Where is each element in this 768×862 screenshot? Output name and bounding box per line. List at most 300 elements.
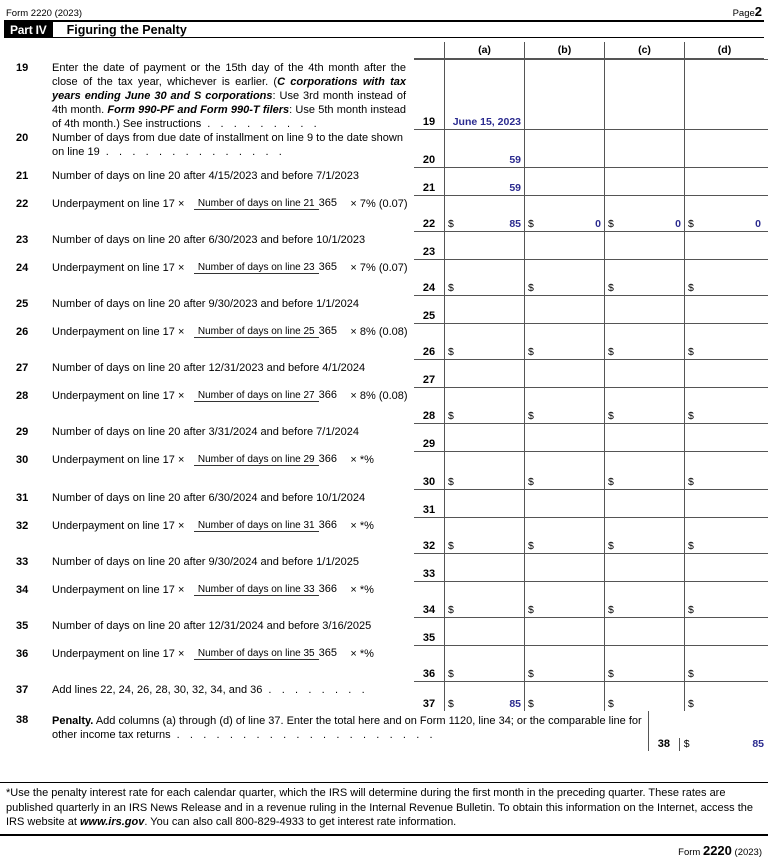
value-cell-29-a[interactable] xyxy=(444,424,524,451)
line-number-24: 24 xyxy=(16,262,29,274)
dollar-sign: $ xyxy=(448,604,454,616)
value-cell-27-a[interactable] xyxy=(444,360,524,387)
line-35-body xyxy=(52,619,406,633)
value-cell-20-d[interactable] xyxy=(684,130,764,167)
value-37-a: 85 xyxy=(509,698,521,710)
value-cell-21-b[interactable] xyxy=(524,168,604,195)
value-cell-22-c[interactable] xyxy=(604,196,684,231)
formula-rate-22: × 7% (0.07) xyxy=(350,197,408,210)
line-38-body xyxy=(52,714,644,742)
row-line-number-24: 24 xyxy=(422,282,436,294)
value-cell-33-a[interactable] xyxy=(444,554,524,581)
value-cell-26-c[interactable] xyxy=(604,324,684,359)
dollar-sign: $ xyxy=(608,282,614,294)
line-35-values xyxy=(414,617,768,645)
line-31-body xyxy=(52,491,406,505)
line-37-description xyxy=(0,681,414,711)
formula-lead-28: Underpayment on line 17 × xyxy=(52,389,185,402)
line-38-value-area xyxy=(648,711,768,751)
row-line-number-20: 20 xyxy=(422,154,436,166)
line-34-values xyxy=(414,581,768,617)
value-cell-37-c[interactable] xyxy=(604,682,684,711)
value-cell-30-d[interactable] xyxy=(684,452,764,489)
value-cell-26-d[interactable] xyxy=(684,324,764,359)
value-cell-20-a[interactable] xyxy=(444,130,524,167)
line-number-38: 38 xyxy=(16,714,29,726)
line-19-text-2: : Use 3rd month instead of 4th month. xyxy=(52,90,407,117)
value-cell-28-d[interactable] xyxy=(684,388,764,423)
value-cell-21-c[interactable] xyxy=(604,168,684,195)
line-32-description xyxy=(0,517,414,553)
formula-rate-30: × *% xyxy=(350,453,374,466)
fraction-numerator-32: Number of days on line 31 xyxy=(194,520,319,532)
value-cell-31-b[interactable] xyxy=(524,490,604,517)
value-cell-21-d[interactable] xyxy=(684,168,764,195)
value-cell-22-b[interactable] xyxy=(524,196,604,231)
dollar-sign: $ xyxy=(608,698,614,710)
value-cell-36-c[interactable] xyxy=(604,646,684,681)
value-cell-30-a[interactable] xyxy=(444,452,524,489)
form-line-31 xyxy=(0,489,768,517)
line-25-description xyxy=(0,295,414,323)
penalty-lines-grid xyxy=(0,59,768,751)
footnote xyxy=(0,782,768,836)
row-line-number-35: 35 xyxy=(422,632,436,644)
formula-fraction-22 xyxy=(190,197,340,210)
form-line-35 xyxy=(0,617,768,645)
line-19-text-1: Enter the date of payment or the 15th day of the 4th month after the close of the tax year, whichever is earlier. ( xyxy=(52,62,406,89)
value-38-total: 85 xyxy=(752,738,764,750)
fraction-denominator-22: 365 xyxy=(318,197,337,209)
line-21-text: Number of days on line 20 after 4/15/2023 and before 7/1/2023 xyxy=(52,170,359,182)
line-number-31: 31 xyxy=(16,492,29,504)
dollar-sign: $ xyxy=(528,668,534,680)
line-37-values xyxy=(414,681,768,711)
value-cell-22-d[interactable] xyxy=(684,196,764,231)
value-22-c: 0 xyxy=(675,218,681,230)
value-cell-19-a[interactable] xyxy=(444,60,524,129)
dollar-sign: $ xyxy=(528,282,534,294)
dollar-sign: $ xyxy=(528,698,534,710)
line-number-22: 22 xyxy=(16,198,29,210)
line-28-values xyxy=(414,387,768,423)
formula-fraction-30 xyxy=(190,453,340,466)
dollar-sign: $ xyxy=(448,346,454,358)
formula-fraction-36 xyxy=(190,647,340,660)
line-27-text: Number of days on line 20 after 12/31/2023 and before 4/1/2024 xyxy=(52,362,366,374)
value-cell-27-b[interactable] xyxy=(524,360,604,387)
dollar-sign: $ xyxy=(688,698,694,710)
line-37-text: Add lines 22, 24, 26, 28, 30, 32, 34, and 36 xyxy=(52,684,263,696)
line-19-body xyxy=(52,61,406,131)
line-29-description xyxy=(0,423,414,451)
form-line-27 xyxy=(0,359,768,387)
value-cell-29-b[interactable] xyxy=(524,424,604,451)
dollar-sign: $ xyxy=(688,604,694,616)
line-31-values xyxy=(414,489,768,517)
form-line-21 xyxy=(0,167,768,195)
line-number-19: 19 xyxy=(16,62,29,74)
formula-rate-32: × *% xyxy=(350,519,374,532)
line-number-33: 33 xyxy=(16,556,29,568)
line-38-description xyxy=(0,711,648,751)
value-cell-22-a[interactable] xyxy=(444,196,524,231)
value-cell-34-c[interactable] xyxy=(604,582,684,617)
form-line-26 xyxy=(0,323,768,359)
line-34-description xyxy=(0,581,414,617)
formula-rate-26: × 8% (0.08) xyxy=(350,325,408,338)
form-line-19 xyxy=(0,59,768,129)
dollar-sign: $ xyxy=(688,668,694,680)
line-28-formula xyxy=(52,389,406,402)
page-indicator xyxy=(733,4,762,19)
footer-form-year: (2023) xyxy=(734,847,762,858)
line-36-description xyxy=(0,645,414,681)
line-23-values xyxy=(414,231,768,259)
line-27-description xyxy=(0,359,414,387)
formula-rate-36: × *% xyxy=(350,647,374,660)
line-31-description xyxy=(0,489,414,517)
column-header-row xyxy=(414,42,764,59)
formula-rate-34: × *% xyxy=(350,583,374,596)
line-29-text: Number of days on line 20 after 3/31/2024 and before 7/1/2024 xyxy=(52,426,359,438)
formula-lead-30: Underpayment on line 17 × xyxy=(52,453,185,466)
dollar-sign: $ xyxy=(688,476,694,488)
row-line-number-31: 31 xyxy=(422,504,436,516)
line-24-description xyxy=(0,259,414,295)
value-21-a: 59 xyxy=(509,182,521,194)
part-tag: Part IV xyxy=(4,22,53,37)
form-line-24 xyxy=(0,259,768,295)
row-line-number-21: 21 xyxy=(422,182,436,194)
line-19-description xyxy=(0,59,414,129)
dollar-sign: $ xyxy=(608,410,614,422)
value-cell-31-c[interactable] xyxy=(604,490,684,517)
value-cell-19-c[interactable] xyxy=(604,60,684,129)
value-cell-20-c[interactable] xyxy=(604,130,684,167)
dollar-sign: $ xyxy=(448,218,454,230)
value-cell-35-a[interactable] xyxy=(444,618,524,645)
value-cell-35-c[interactable] xyxy=(604,618,684,645)
dollar-sign: $ xyxy=(608,346,614,358)
line-32-formula xyxy=(52,519,406,532)
form-line-23 xyxy=(0,231,768,259)
formula-lead-26: Underpayment on line 17 × xyxy=(52,325,185,338)
line-number-25: 25 xyxy=(16,298,29,310)
value-19-a: June 15, 2023 xyxy=(452,116,521,128)
value-cell-34-a[interactable] xyxy=(444,582,524,617)
dollar-sign: $ xyxy=(448,282,454,294)
line-31-text: Number of days on line 20 after 6/30/2024 and before 10/1/2024 xyxy=(52,492,366,504)
footer-form-word: Form xyxy=(678,847,701,858)
dollar-sign: $ xyxy=(688,282,694,294)
fraction-denominator-26: 365 xyxy=(318,325,337,337)
row-line-number-27: 27 xyxy=(422,374,436,386)
formula-lead-34: Underpayment on line 17 × xyxy=(52,583,185,596)
line-29-body xyxy=(52,425,406,439)
line-number-36: 36 xyxy=(16,648,29,660)
fraction-denominator-36: 365 xyxy=(318,647,337,659)
value-cell-34-d[interactable] xyxy=(684,582,764,617)
value-cell-24-a[interactable] xyxy=(444,260,524,295)
line-19-values xyxy=(414,59,768,129)
value-cell-33-b[interactable] xyxy=(524,554,604,581)
page-header xyxy=(0,0,768,20)
value-cell-28-a[interactable] xyxy=(444,388,524,423)
fraction-numerator-26: Number of days on line 25 xyxy=(194,326,319,338)
row-line-number-28: 28 xyxy=(422,410,436,422)
line-20-values xyxy=(414,129,768,167)
line-21-values xyxy=(414,167,768,195)
dollar-sign: $ xyxy=(528,476,534,488)
value-cell-26-a[interactable] xyxy=(444,324,524,359)
line-number-21: 21 xyxy=(16,170,29,182)
value-cell-37-d[interactable] xyxy=(684,682,764,711)
line-number-28: 28 xyxy=(16,390,29,402)
irs-website-link[interactable]: www.irs.gov xyxy=(79,816,145,829)
dollar-sign: $ xyxy=(448,476,454,488)
footnote-text-part2: . You can also call 800-829-4933 to get interest rate information. xyxy=(144,816,457,829)
line-33-body xyxy=(52,555,406,569)
row-line-number-37: 37 xyxy=(422,698,436,710)
value-cell-34-b[interactable] xyxy=(524,582,604,617)
line-29-values xyxy=(414,423,768,451)
line-33-text: Number of days on line 20 after 9/30/2024 and before 1/1/2025 xyxy=(52,556,359,568)
line-25-text: Number of days on line 20 after 9/30/2023 and before 1/1/2024 xyxy=(52,298,359,310)
value-cell-33-d[interactable] xyxy=(684,554,764,581)
value-cell-36-b[interactable] xyxy=(524,646,604,681)
line-21-body xyxy=(52,169,406,183)
row-line-number-38: 38 xyxy=(657,738,670,750)
formula-rate-28: × 8% (0.08) xyxy=(350,389,408,402)
line-22-values xyxy=(414,195,768,231)
dollar-sign: $ xyxy=(608,668,614,680)
formula-lead-32: Underpayment on line 17 × xyxy=(52,519,185,532)
dollar-sign: $ xyxy=(448,540,454,552)
line-22-formula xyxy=(52,197,406,210)
line-number-20: 20 xyxy=(16,132,29,144)
value-cell-38-total[interactable] xyxy=(679,738,768,751)
value-cell-19-b[interactable] xyxy=(524,60,604,129)
fraction-denominator-34: 366 xyxy=(318,583,337,595)
dollar-sign: $ xyxy=(448,668,454,680)
form-line-29 xyxy=(0,423,768,451)
footer-form-number: 2220 xyxy=(702,843,732,858)
value-cell-35-d[interactable] xyxy=(684,618,764,645)
line-24-values xyxy=(414,259,768,295)
value-cell-20-b[interactable] xyxy=(524,130,604,167)
value-cell-23-d[interactable] xyxy=(684,232,764,259)
row-line-number-22: 22 xyxy=(422,218,436,230)
line-number-34: 34 xyxy=(16,584,29,596)
form-line-36 xyxy=(0,645,768,681)
row-line-number-34: 34 xyxy=(422,604,436,616)
line-30-description xyxy=(0,451,414,489)
leader-dots-19: . . . . . . . . . xyxy=(207,118,321,131)
column-header-d: (d) xyxy=(684,42,764,58)
value-cell-32-d[interactable] xyxy=(684,518,764,553)
dollar-sign: $ xyxy=(528,346,534,358)
line-33-values xyxy=(414,553,768,581)
fraction-numerator-34: Number of days on line 33 xyxy=(194,584,319,596)
row-line-number-30: 30 xyxy=(422,476,436,488)
value-cell-25-c[interactable] xyxy=(604,296,684,323)
value-cell-25-a[interactable] xyxy=(444,296,524,323)
dollar-sign: $ xyxy=(448,410,454,422)
value-cell-32-b[interactable] xyxy=(524,518,604,553)
value-cell-25-d[interactable] xyxy=(684,296,764,323)
line-20-text: Number of days from due date of installment on line 9 to the date shown on line 19 xyxy=(52,132,403,159)
line-25-body xyxy=(52,297,406,311)
dollar-sign: $ xyxy=(608,540,614,552)
value-cell-29-d[interactable] xyxy=(684,424,764,451)
fraction-denominator-24: 365 xyxy=(318,261,337,273)
column-header-c: (c) xyxy=(604,42,684,58)
value-cell-36-d[interactable] xyxy=(684,646,764,681)
line-34-formula xyxy=(52,583,406,596)
line-30-values xyxy=(414,451,768,489)
dollar-sign: $ xyxy=(448,698,454,710)
value-cell-36-a[interactable] xyxy=(444,646,524,681)
value-cell-29-c[interactable] xyxy=(604,424,684,451)
value-cell-37-b[interactable] xyxy=(524,682,604,711)
value-cell-26-b[interactable] xyxy=(524,324,604,359)
value-cell-23-b[interactable] xyxy=(524,232,604,259)
value-cell-24-c[interactable] xyxy=(604,260,684,295)
line-38-penalty-label: Penalty. xyxy=(52,715,94,727)
value-cell-32-c[interactable] xyxy=(604,518,684,553)
fraction-numerator-24: Number of days on line 23 xyxy=(194,262,319,274)
dollar-sign: $ xyxy=(608,476,614,488)
formula-fraction-28 xyxy=(190,389,340,402)
formula-lead-22: Underpayment on line 17 × xyxy=(52,197,185,210)
row-line-number-33: 33 xyxy=(422,568,436,580)
line-23-body xyxy=(52,233,406,247)
dollar-sign: $ xyxy=(688,346,694,358)
line-36-formula xyxy=(52,647,406,660)
dollar-sign: $ xyxy=(528,410,534,422)
value-cell-33-c[interactable] xyxy=(604,554,684,581)
value-cell-31-d[interactable] xyxy=(684,490,764,517)
line-20-body xyxy=(52,131,406,159)
value-cell-24-b[interactable] xyxy=(524,260,604,295)
row-line-number-25: 25 xyxy=(422,310,436,322)
form-line-30 xyxy=(0,451,768,489)
dollar-sign: $ xyxy=(688,540,694,552)
line-19-emph-1: C corporations with tax years ending June 30 and S corporations xyxy=(52,76,406,103)
line-number-32: 32 xyxy=(16,520,29,532)
leader-dots-20: . . . . . . . . . . . . . . xyxy=(105,146,286,159)
value-cell-23-c[interactable] xyxy=(604,232,684,259)
formula-lead-24: Underpayment on line 17 × xyxy=(52,261,185,274)
value-cell-31-a[interactable] xyxy=(444,490,524,517)
value-22-d: 0 xyxy=(755,218,761,230)
line-number-29: 29 xyxy=(16,426,29,438)
line-21-description xyxy=(0,167,414,195)
dollar-sign: $ xyxy=(683,738,690,750)
row-line-number-23: 23 xyxy=(422,246,436,258)
fraction-denominator-30: 366 xyxy=(318,453,337,465)
form-line-28 xyxy=(0,387,768,423)
value-cell-24-d[interactable] xyxy=(684,260,764,295)
line-36-values xyxy=(414,645,768,681)
line-28-description xyxy=(0,387,414,423)
line-number-27: 27 xyxy=(16,362,29,374)
value-cell-35-b[interactable] xyxy=(524,618,604,645)
line-24-formula xyxy=(52,261,406,274)
line-number-26: 26 xyxy=(16,326,29,338)
dollar-sign: $ xyxy=(608,218,614,230)
value-cell-28-c[interactable] xyxy=(604,388,684,423)
line-32-values xyxy=(414,517,768,553)
form-line-37 xyxy=(0,681,768,711)
part-title: Figuring the Penalty xyxy=(66,22,187,37)
line-23-description xyxy=(0,231,414,259)
fraction-numerator-22: Number of days on line 21 xyxy=(194,198,319,210)
dollar-sign: $ xyxy=(608,604,614,616)
line-26-formula xyxy=(52,325,406,338)
column-header-b: (b) xyxy=(524,42,604,58)
dollar-sign: $ xyxy=(688,218,694,230)
formula-rate-24: × 7% (0.07) xyxy=(350,261,408,274)
form-line-20 xyxy=(0,129,768,167)
page-word: Page xyxy=(732,8,755,19)
formula-fraction-26 xyxy=(190,325,340,338)
value-cell-37-a[interactable] xyxy=(444,682,524,711)
value-cell-23-a[interactable] xyxy=(444,232,524,259)
form-footer xyxy=(678,843,762,858)
fraction-denominator-32: 366 xyxy=(318,519,337,531)
line-37-body xyxy=(52,683,406,697)
value-cell-19-d[interactable] xyxy=(684,60,764,129)
value-cell-27-c[interactable] xyxy=(604,360,684,387)
line-19-text-3: : Use 5th month instead of 4th month.) See instructions xyxy=(52,104,406,131)
form-line-32 xyxy=(0,517,768,553)
form-id-label: Form 2220 (2023) xyxy=(6,8,83,19)
line-38-text: Add columns (a) through (d) of line 37. Enter the total here and on Form 1120, line 34; or the comparable line for other income tax returns xyxy=(52,715,642,742)
line-25-values xyxy=(414,295,768,323)
line-22-description xyxy=(0,195,414,231)
line-26-description xyxy=(0,323,414,359)
dollar-sign: $ xyxy=(688,410,694,422)
fraction-numerator-30: Number of days on line 29 xyxy=(194,454,319,466)
value-20-a: 59 xyxy=(509,154,521,166)
line-number-23: 23 xyxy=(16,234,29,246)
value-cell-21-a[interactable] xyxy=(444,168,524,195)
value-22-a: 85 xyxy=(509,218,521,230)
line-19-emph-2: Form 990-PF and Form 990-T filers xyxy=(107,104,290,117)
dollar-sign: $ xyxy=(528,604,534,616)
value-cell-32-a[interactable] xyxy=(444,518,524,553)
form-line-34 xyxy=(0,581,768,617)
line-number-30: 30 xyxy=(16,454,29,466)
value-cell-30-c[interactable] xyxy=(604,452,684,489)
formula-fraction-34 xyxy=(190,583,340,596)
row-line-number-32: 32 xyxy=(422,540,436,552)
form-line-22 xyxy=(0,195,768,231)
line-number-35: 35 xyxy=(16,620,29,632)
value-cell-25-b[interactable] xyxy=(524,296,604,323)
fraction-denominator-28: 366 xyxy=(318,389,337,401)
row-line-number-19: 19 xyxy=(422,116,436,128)
row-line-number-26: 26 xyxy=(422,346,436,358)
line-27-values xyxy=(414,359,768,387)
value-cell-30-b[interactable] xyxy=(524,452,604,489)
value-cell-28-b[interactable] xyxy=(524,388,604,423)
row-line-number-29: 29 xyxy=(422,438,436,450)
line-26-values xyxy=(414,323,768,359)
value-cell-27-d[interactable] xyxy=(684,360,764,387)
